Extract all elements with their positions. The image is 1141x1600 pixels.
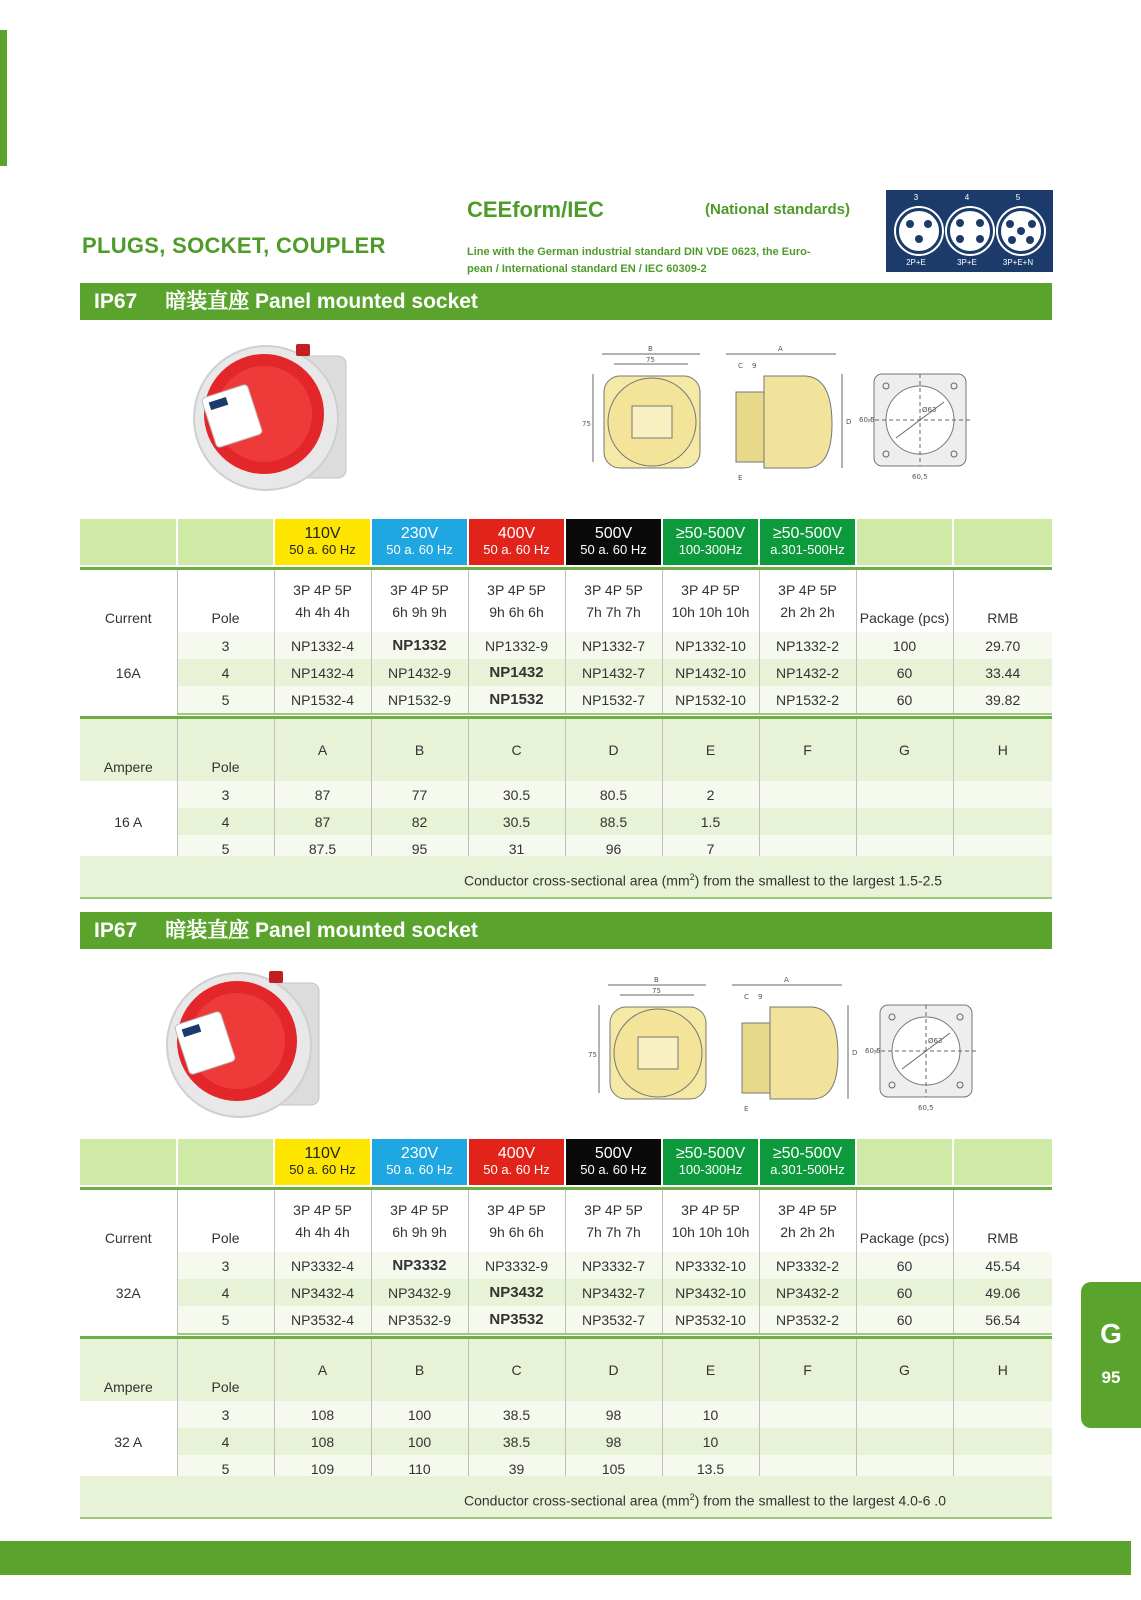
- category-title: PLUGS, SOCKET, COUPLER: [82, 233, 386, 258]
- empty-header-cell: [856, 1139, 953, 1185]
- current-header: Current: [80, 1189, 177, 1253]
- ampere-header: Ampere: [80, 1338, 177, 1402]
- voltage-header-row-1: [80, 519, 1052, 565]
- dim-label-d: D: [852, 1049, 858, 1057]
- dim-value: 38.5: [468, 1401, 565, 1428]
- dimension-drawings: [582, 344, 996, 484]
- dim-value: 98: [565, 1428, 662, 1455]
- product-code: NP1432: [468, 659, 565, 686]
- standard-description: Line with the German industrial standard DIN VDE 0623, the Euro- pean / International standard EN / IEC 60309-2: [467, 246, 811, 275]
- empty-header-cell: [177, 519, 274, 565]
- product-code: NP3332-7: [565, 1252, 662, 1279]
- product-code: NP3532: [468, 1306, 565, 1334]
- dim-label-9: 9: [758, 993, 763, 1001]
- pin-3-icon: [896, 208, 942, 254]
- price-value: 29.70: [953, 632, 1052, 659]
- dim-value: [953, 1401, 1052, 1428]
- section-title: 暗装直座 Panel mounted socket: [165, 290, 478, 313]
- dim-value: 100: [371, 1428, 468, 1455]
- product-code: NP1432-2: [759, 659, 856, 686]
- pole-config-header: 3P 4P 5P 6h 9h 9h: [371, 1189, 468, 1253]
- product-code: NP3532-10: [662, 1306, 759, 1334]
- dim-value: [856, 1401, 953, 1428]
- chapter-tab: [1081, 1282, 1141, 1428]
- left-accent-bar: [0, 30, 7, 166]
- chapter-letter: G: [1100, 1318, 1122, 1349]
- dim-col-b: B: [371, 1338, 468, 1402]
- dim-value: [759, 781, 856, 808]
- product-code: NP3332: [371, 1252, 468, 1279]
- dim-label-75-height: 75: [582, 420, 591, 428]
- section-2-title-bar: [80, 912, 1052, 949]
- dim-label-75-height: 75: [588, 1051, 597, 1059]
- dim-value: [953, 781, 1052, 808]
- product-code: NP1532-4: [274, 686, 371, 714]
- pole-header: Pole: [177, 1338, 274, 1402]
- dim-col-h: H: [953, 1338, 1052, 1402]
- package-value: 100: [856, 632, 953, 659]
- dim-label-c: C: [744, 993, 749, 1001]
- dim-value: 87: [274, 781, 371, 808]
- current-value: 32A: [80, 1252, 177, 1334]
- pole-value: 5: [177, 1306, 274, 1334]
- dim-col-d: D: [565, 718, 662, 782]
- empty-header-cell: [953, 519, 1052, 565]
- dim-col-a: A: [274, 1338, 371, 1402]
- socket-product-image: [159, 965, 329, 1125]
- dim-value: 30.5: [468, 781, 565, 808]
- dim-value: [759, 1428, 856, 1455]
- product-code: NP3432-10: [662, 1279, 759, 1306]
- dim-label-diameter: Ø63: [922, 406, 937, 414]
- package-value: 60: [856, 659, 953, 686]
- empty-header-cell: [856, 519, 953, 565]
- dimension-drawings: [588, 975, 1002, 1115]
- table-row: [80, 1279, 1052, 1306]
- product-code: NP3532-4: [274, 1306, 371, 1334]
- dim-value: 7: [662, 835, 759, 862]
- pin-4-icon: [947, 208, 993, 254]
- product-code: NP1332-2: [759, 632, 856, 659]
- voltage-110v: 110V 50 a. 60 Hz: [274, 519, 371, 565]
- dim-col-c: C: [468, 1338, 565, 1402]
- dim-value: 31: [468, 835, 565, 862]
- pole-value: 3: [177, 781, 274, 808]
- voltage-400v: 400V 50 a. 60 Hz: [468, 1139, 565, 1185]
- product-code: NP1532-7: [565, 686, 662, 714]
- package-value: 60: [856, 1279, 953, 1306]
- empty-header-cell: [80, 519, 177, 565]
- price-value: 45.54: [953, 1252, 1052, 1279]
- product-table-2: [80, 1187, 1052, 1335]
- product-code: NP1432-9: [371, 659, 468, 686]
- pin-3-number: 3: [913, 193, 919, 202]
- pole-config-header: 3P 4P 5P 4h 4h 4h: [274, 1189, 371, 1253]
- current-value: 16A: [80, 632, 177, 714]
- pin-4-number: 4: [964, 193, 970, 202]
- dim-value: 109: [274, 1455, 371, 1482]
- dim-label-c: C: [738, 362, 743, 370]
- pole-config-header: 3P 4P 5P 2h 2h 2h: [759, 569, 856, 633]
- table-row: [80, 632, 1052, 659]
- table-row: [80, 808, 1052, 835]
- table-row: [80, 659, 1052, 686]
- table-row: [80, 1428, 1052, 1455]
- pole-value: 4: [177, 659, 274, 686]
- pole-value: 3: [177, 632, 274, 659]
- product-code: NP3532-2: [759, 1306, 856, 1334]
- product-code: NP3432-4: [274, 1279, 371, 1306]
- dim-value: [856, 781, 953, 808]
- page-number: 95: [1101, 1368, 1121, 1387]
- dim-value: 96: [565, 835, 662, 862]
- dim-value: 38.5: [468, 1428, 565, 1455]
- dim-value: 87.5: [274, 835, 371, 862]
- pole-config-header: 3P 4P 5P 10h 10h 10h: [662, 1189, 759, 1253]
- empty-header-cell: [80, 1139, 177, 1185]
- dim-label-60-5-bottom: 60,5: [912, 473, 928, 481]
- dim-col-g: G: [856, 718, 953, 782]
- product-code: NP1332: [371, 632, 468, 659]
- product-code: NP3332-2: [759, 1252, 856, 1279]
- pole-config-header: 3P 4P 5P 10h 10h 10h: [662, 569, 759, 633]
- voltage-500v: 500V 50 a. 60 Hz: [565, 1139, 662, 1185]
- dim-label-75-width: 75: [652, 987, 661, 995]
- price-value: 39.82: [953, 686, 1052, 714]
- dim-col-e: E: [662, 1338, 759, 1402]
- product-code: NP3432-7: [565, 1279, 662, 1306]
- product-code: NP1332-10: [662, 632, 759, 659]
- dimension-table-1: [80, 716, 1052, 862]
- dimension-table-2: [80, 1336, 1052, 1482]
- dim-value: 100: [371, 1401, 468, 1428]
- dim-label-e: E: [738, 474, 743, 482]
- dim-col-c: C: [468, 718, 565, 782]
- section-title: 暗装直座 Panel mounted socket: [165, 919, 478, 942]
- package-header: Package (pcs): [856, 1189, 953, 1253]
- pole-value: 3: [177, 1252, 274, 1279]
- table-row: [80, 686, 1052, 714]
- voltage-50-500v-low: ≥50-500V 100-300Hz: [662, 1139, 759, 1185]
- product-code: NP3332-4: [274, 1252, 371, 1279]
- product-code: NP1432-10: [662, 659, 759, 686]
- product-code: NP1432-4: [274, 659, 371, 686]
- pole-config-header: 3P 4P 5P 6h 9h 9h: [371, 569, 468, 633]
- dim-label-b: B: [654, 976, 659, 984]
- dim-col-b: B: [371, 718, 468, 782]
- dim-col-g: G: [856, 1338, 953, 1402]
- table-row: [80, 781, 1052, 808]
- dim-label-a: A: [784, 976, 789, 984]
- dim-col-d: D: [565, 1338, 662, 1402]
- product-code: NP1332-7: [565, 632, 662, 659]
- dim-value: 87: [274, 808, 371, 835]
- rmb-header: RMB: [953, 1189, 1052, 1253]
- pole-config-header: 3P 4P 5P 7h 7h 7h: [565, 1189, 662, 1253]
- ampere-header: Ampere: [80, 718, 177, 782]
- dim-value: [856, 808, 953, 835]
- product-code: NP1332-4: [274, 632, 371, 659]
- dim-value: 95: [371, 835, 468, 862]
- dim-value: 13.5: [662, 1455, 759, 1482]
- dim-value: 108: [274, 1401, 371, 1428]
- pole-config-header: 3P 4P 5P 7h 7h 7h: [565, 569, 662, 633]
- pin-5-number: 5: [1015, 193, 1021, 202]
- voltage-400v: 400V 50 a. 60 Hz: [468, 519, 565, 565]
- product-code: NP3432-2: [759, 1279, 856, 1306]
- dim-value: 30.5: [468, 808, 565, 835]
- dim-label-b: B: [648, 345, 653, 353]
- product-table-1: [80, 567, 1052, 715]
- product-code: NP1532: [468, 686, 565, 714]
- package-header: Package (pcs): [856, 569, 953, 633]
- dim-value: 2: [662, 781, 759, 808]
- dim-value: 108: [274, 1428, 371, 1455]
- dim-label-d: D: [846, 418, 852, 426]
- dim-label-60-5-bottom: 60,5: [918, 1104, 934, 1112]
- dim-label-60-5-side: 60,5: [865, 1047, 881, 1055]
- conductor-note-2: Conductor cross-sectional area $(mm^2)$ from the smallest to the largest 4.0-6 .0: [80, 1476, 1052, 1519]
- table-row: [80, 1252, 1052, 1279]
- dim-value: 105: [565, 1455, 662, 1482]
- package-value: 60: [856, 686, 953, 714]
- package-value: 60: [856, 1306, 953, 1334]
- pin-5-icon: [998, 208, 1044, 254]
- dim-value: [953, 808, 1052, 835]
- voltage-50-500v-low: ≥50-500V 100-300Hz: [662, 519, 759, 565]
- table-row: [80, 1306, 1052, 1334]
- dim-value: [759, 808, 856, 835]
- socket-product-image: [186, 338, 356, 498]
- dim-label-75-width: 75: [646, 356, 655, 364]
- dim-label-diameter: Ø63: [928, 1037, 943, 1045]
- current-header: Current: [80, 569, 177, 633]
- dim-value: 82: [371, 808, 468, 835]
- dim-value: 39: [468, 1455, 565, 1482]
- pole-value: 5: [177, 1455, 274, 1482]
- dim-col-e: E: [662, 718, 759, 782]
- voltage-110v: 110V 50 a. 60 Hz: [274, 1139, 371, 1185]
- dim-value: 10: [662, 1401, 759, 1428]
- pole-config-header: 3P 4P 5P 9h 6h 6h: [468, 569, 565, 633]
- product-code: NP3432-9: [371, 1279, 468, 1306]
- pole-config-header: 3P 4P 5P 9h 6h 6h: [468, 1189, 565, 1253]
- voltage-50-500v-high: ≥50-500V a.301-500Hz: [759, 519, 856, 565]
- dim-value: 1.5: [662, 808, 759, 835]
- dim-col-f: F: [759, 718, 856, 782]
- pole-value: 4: [177, 1279, 274, 1306]
- dim-value: 10: [662, 1428, 759, 1455]
- price-value: 33.44: [953, 659, 1052, 686]
- pole-value: 4: [177, 808, 274, 835]
- dim-value: [856, 1428, 953, 1455]
- ampere-value: 16 A: [80, 781, 177, 862]
- footer-bar: [0, 1541, 1131, 1575]
- dim-label-a: A: [778, 345, 783, 353]
- section-1-title-bar: [80, 283, 1052, 320]
- pin-5-label: 3P+E+N: [1002, 258, 1034, 267]
- product-code: NP3432: [468, 1279, 565, 1306]
- voltage-230v: 230V 50 a. 60 Hz: [371, 1139, 468, 1185]
- product-code: NP3332-10: [662, 1252, 759, 1279]
- ip-rating: IP67: [94, 919, 138, 942]
- pole-value: 3: [177, 1401, 274, 1428]
- product-code: NP1332-9: [468, 632, 565, 659]
- dim-value: [759, 1401, 856, 1428]
- pole-value: 5: [177, 686, 274, 714]
- conductor-note-1: Conductor cross-sectional area $(mm^2)$ from the smallest to the largest 1.5-2.5: [80, 856, 1052, 899]
- product-code: NP3532-9: [371, 1306, 468, 1334]
- empty-header-cell: [177, 1139, 274, 1185]
- empty-header-cell: [953, 1139, 1052, 1185]
- pole-config-header: 3P 4P 5P 4h 4h 4h: [274, 569, 371, 633]
- dim-col-f: F: [759, 1338, 856, 1402]
- pole-header: Pole: [177, 569, 274, 633]
- voltage-230v: 230V 50 a. 60 Hz: [371, 519, 468, 565]
- dim-value: [953, 1428, 1052, 1455]
- ip-rating: IP67: [94, 290, 138, 313]
- voltage-50-500v-high: ≥50-500V a.301-500Hz: [759, 1139, 856, 1185]
- product-code: NP1532-9: [371, 686, 468, 714]
- product-code: NP3532-7: [565, 1306, 662, 1334]
- dim-col-a: A: [274, 718, 371, 782]
- pole-header: Pole: [177, 718, 274, 782]
- table-row: [80, 1401, 1052, 1428]
- rmb-header: RMB: [953, 569, 1052, 633]
- dim-value: 88.5: [565, 808, 662, 835]
- price-value: 56.54: [953, 1306, 1052, 1334]
- ampere-value: 32 A: [80, 1401, 177, 1482]
- price-value: 49.06: [953, 1279, 1052, 1306]
- dim-label-60-5-side: 60,5: [859, 416, 875, 424]
- dim-col-h: H: [953, 718, 1052, 782]
- national-standards-label: (National standards): [705, 201, 851, 218]
- product-code: NP3332-9: [468, 1252, 565, 1279]
- product-code: NP1532-10: [662, 686, 759, 714]
- package-value: 60: [856, 1252, 953, 1279]
- product-code: NP1532-2: [759, 686, 856, 714]
- dim-value: 98: [565, 1401, 662, 1428]
- dim-value: 77: [371, 781, 468, 808]
- dim-label-9: 9: [752, 362, 757, 370]
- pole-header: Pole: [177, 1189, 274, 1253]
- pin-4-label: 3P+E: [957, 258, 977, 267]
- dim-label-e: E: [744, 1105, 749, 1113]
- pole-value: 5: [177, 835, 274, 862]
- product-code: NP1432-7: [565, 659, 662, 686]
- dim-value: 80.5: [565, 781, 662, 808]
- dim-value: 110: [371, 1455, 468, 1482]
- pin-configuration-panel: [886, 190, 1053, 272]
- cee-title: CEEform/IEC: [467, 197, 604, 222]
- voltage-header-row-2: [80, 1139, 1052, 1185]
- pin-3-label: 2P+E: [906, 258, 926, 267]
- pole-value: 4: [177, 1428, 274, 1455]
- voltage-500v: 500V 50 a. 60 Hz: [565, 519, 662, 565]
- pole-config-header: 3P 4P 5P 2h 2h 2h: [759, 1189, 856, 1253]
